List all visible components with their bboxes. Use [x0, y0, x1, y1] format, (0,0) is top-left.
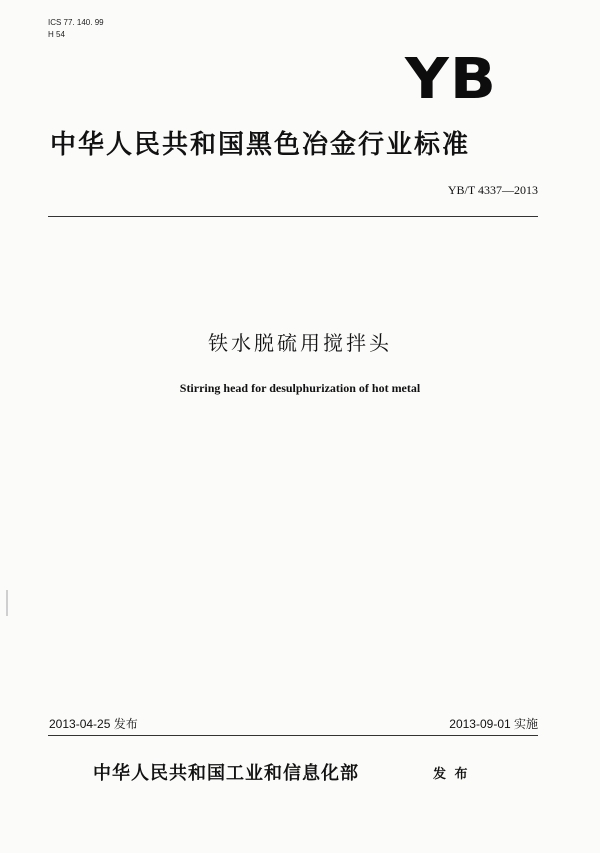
implement-date: 2013-09-01 实施: [449, 717, 538, 731]
yb-logo: YB: [405, 47, 498, 112]
organization-title: 中华人民共和国黑色冶金行业标准: [50, 130, 471, 160]
ics-code: ICS 77. 140. 99: [48, 18, 104, 27]
publish-date: 2013-04-25 发布: [49, 717, 138, 731]
ccs-code: H 54: [48, 30, 65, 39]
footer-divider: [48, 735, 538, 736]
standard-number: YB/T 4337—2013: [447, 183, 538, 197]
document-title-english: Stirring head for desulphurization of hot metal: [179, 381, 421, 395]
scan-artifact: [6, 590, 8, 616]
issuing-authority: 中华人民共和国工业和信息化部: [93, 763, 359, 784]
classification-codes: [48, 18, 104, 42]
document-title-chinese: 铁水脱硫用搅拌头: [208, 331, 392, 355]
header-divider: [48, 216, 538, 217]
issuer-action: 发 布: [433, 767, 470, 782]
